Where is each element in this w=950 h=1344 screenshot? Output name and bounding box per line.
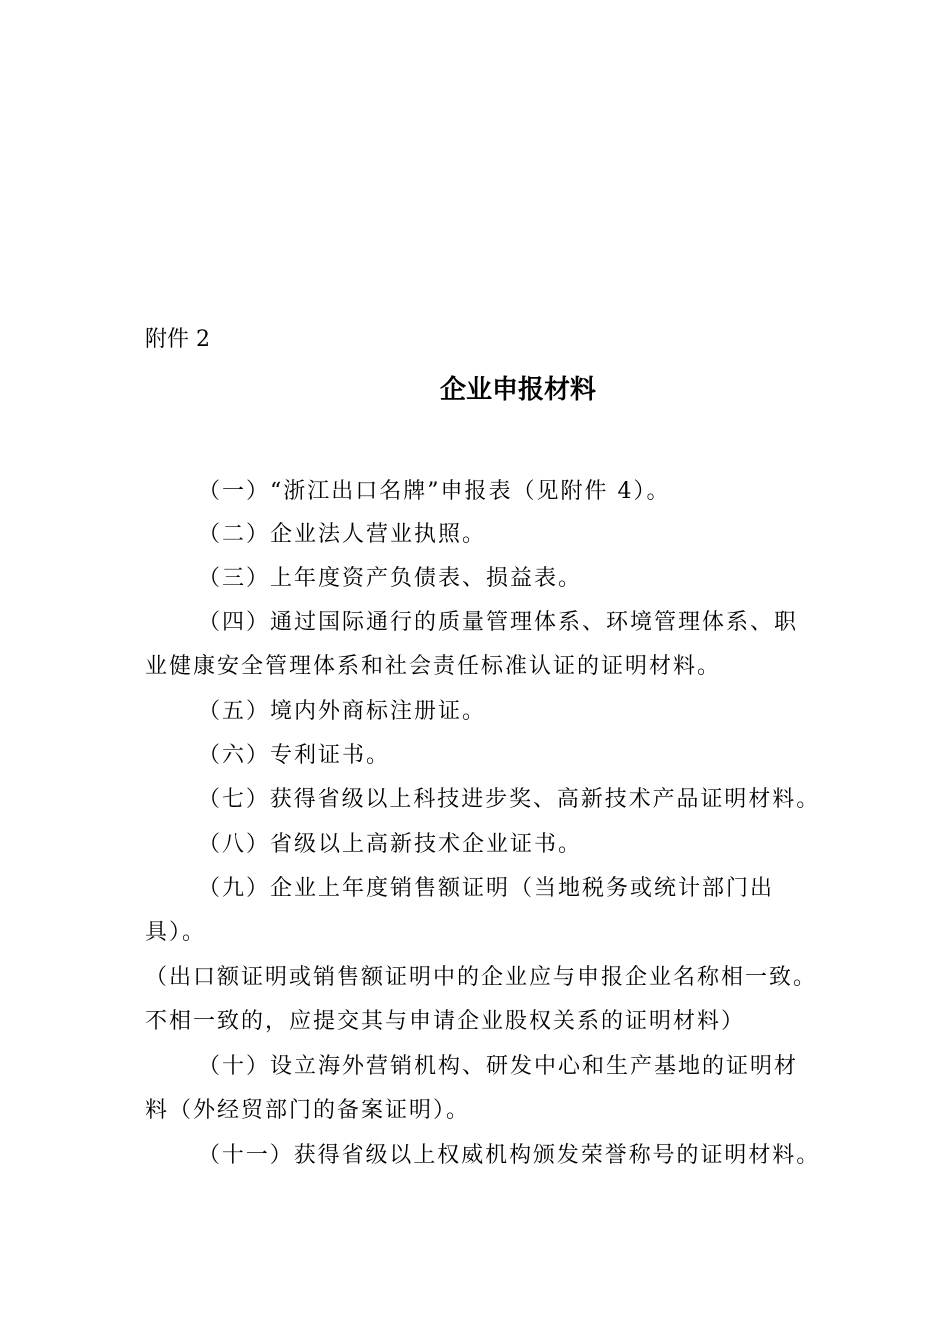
note-line-1: （出口额证明或销售额证明中的企业应与申报企业名称相一致。 [145,965,818,990]
note-line-2: 不相一致的，应提交其与申请企业股权关系的证明材料） [145,1009,746,1034]
list-item-11: （十一）获得省级以上权威机构颁发荣誉称号的证明材料。 [198,1143,821,1168]
list-item-8: （八）省级以上高新技术企业证书。 [198,832,583,857]
list-item-9-line-2: 具）。 [145,920,207,945]
list-item-2: （二）企业法人营业执照。 [198,522,487,547]
attachment-label: 附件 2 [145,327,210,352]
list-item-6: （六）专利证书。 [198,743,391,768]
list-item-10-line-1: （十）设立海外营销机构、研发中心和生产基地的证明材 [198,1054,799,1079]
list-item-7: （七）获得省级以上科技进步奖、高新技术产品证明材料。 [198,787,821,812]
list-item-10-line-2: 料（外经贸部门的备案证明）。 [145,1098,471,1123]
list-item-5: （五）境内外商标注册证。 [198,699,487,724]
list-item-1: （一）“浙江出口名牌”申报表（见附件 4）。 [198,479,671,504]
list-item-4-line-2: 业健康安全管理体系和社会责任标准认证的证明材料。 [145,654,722,679]
list-item-9-line-1: （九）企业上年度销售额证明（当地税务或统计部门出 [198,876,775,901]
list-item-3: （三）上年度资产负债表、损益表。 [198,566,583,591]
list-item-4-line-1: （四）通过国际通行的质量管理体系、环境管理体系、职 [198,610,799,635]
document-title: 企业申报材料 [439,375,596,405]
